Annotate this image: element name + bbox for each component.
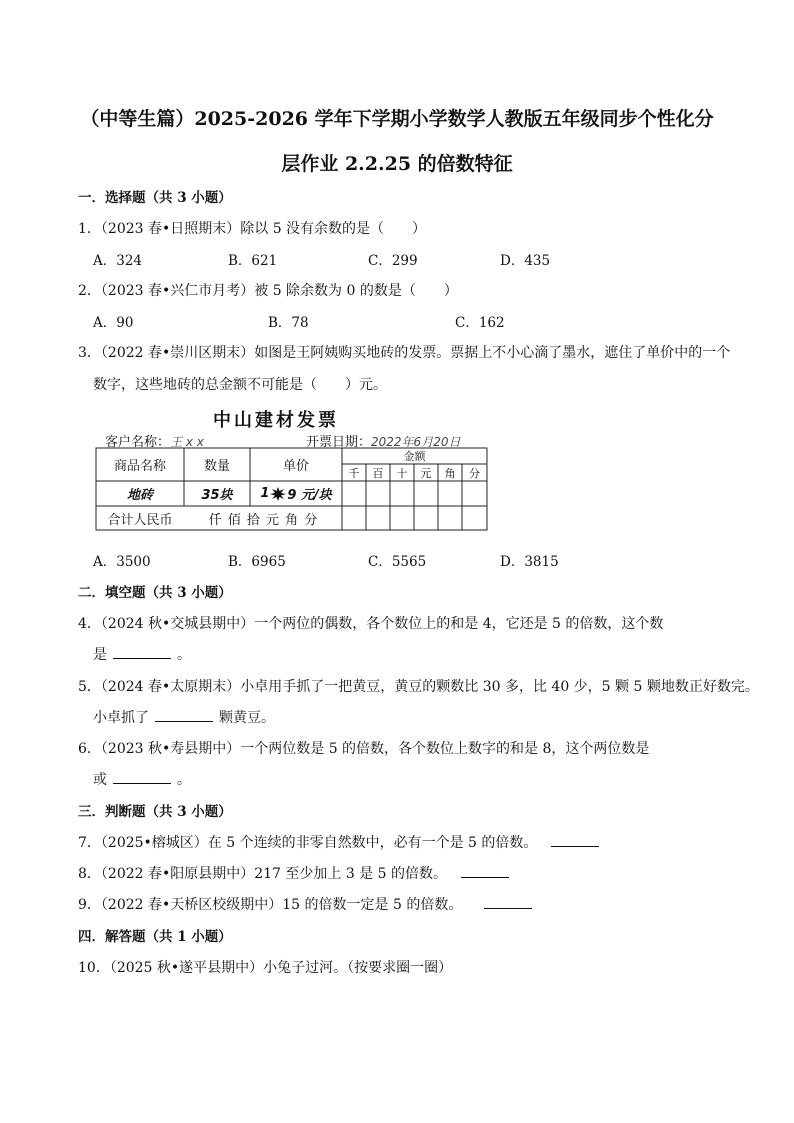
invoice-digit-jiao: 角 xyxy=(444,466,456,480)
invoice-digit-thousand: 千 xyxy=(348,466,360,480)
invoice-header-price: 单价 xyxy=(282,459,309,474)
invoice-header-qty: 数量 xyxy=(203,459,230,474)
invoice-digit-yuan: 元 xyxy=(420,466,432,480)
q1-option-c: C．299 xyxy=(368,253,418,269)
q7-answer-blank[interactable] xyxy=(551,832,599,847)
invoice-title: 中山建材发票 xyxy=(213,410,339,431)
invoice-customer-value: 王 x x xyxy=(170,435,204,449)
question-3-line1: 3．（2022 春•崇川区期末）如图是王阿姨购买地砖的发票。票据上不小心滴了墨水，遮住了单价中的一个 xyxy=(78,345,731,361)
section-true-false: 三．判断题（共 3 小题） xyxy=(78,804,232,820)
invoice-header-name: 商品名称 xyxy=(113,459,166,474)
q4-suffix: 。 xyxy=(177,647,191,663)
q2-option-c: C．162 xyxy=(455,315,505,331)
question-7 xyxy=(78,832,605,852)
q3-option-d: D．3815 xyxy=(500,554,559,570)
ink-blot-icon xyxy=(270,487,286,501)
q6-suffix: 。 xyxy=(177,772,191,788)
doc-title-line1: （中等生篇）2025-2026 学年下学期小学数学人教版五年级同步个性化分 xyxy=(80,108,714,130)
section-choice: 一．选择题（共 3 小题） xyxy=(78,190,232,206)
invoice-price-prefix: 1 xyxy=(260,486,270,501)
question-8 xyxy=(78,863,515,883)
q6-answer-blank[interactable] xyxy=(113,769,171,784)
section-solve: 四．解答题（共 1 小题） xyxy=(78,929,232,945)
q1-option-a: A．324 xyxy=(93,253,143,269)
q6-prefix: 或 xyxy=(93,772,107,788)
q9-answer-blank[interactable] xyxy=(484,894,532,909)
q5-answer-blank[interactable] xyxy=(155,707,213,722)
q7-text: 7．（2025•榕城区）在 5 个连续的非零自然数中，必有一个是 5 的倍数。 xyxy=(78,835,538,851)
question-4-line1: 4．（2024 秋•交城县期中）一个两位的偶数，各个数位上的和是 4，它还是 5 的倍数，这个数 xyxy=(78,616,664,632)
q5-suffix: 颗黄豆。 xyxy=(219,710,275,726)
invoice-item-name: 地砖 xyxy=(126,488,153,503)
question-5-line1: 5．（2024 春•太原期末）小卓用手抓了一把黄豆，黄豆的颗数比 30 多，比 40 少，5 颗 5 颗地数正好数完。 xyxy=(78,679,759,695)
q8-answer-blank[interactable] xyxy=(461,863,509,878)
q2-option-a: A．90 xyxy=(93,315,134,331)
question-1: 1．（2023 春•日照期末）除以 5 没有余数的是（ ） xyxy=(78,221,427,237)
invoice-date-value: 2022年6月20日 xyxy=(371,435,461,449)
question-2: 2．（2023 春•兴仁市月考）被 5 除余数为 0 的数是（ ） xyxy=(78,283,458,299)
section-fill-blank: 二．填空题（共 3 小题） xyxy=(78,585,232,601)
invoice-item-qty: 35块 xyxy=(201,488,233,503)
invoice-digit-hundred: 百 xyxy=(372,466,384,480)
question-6-line2 xyxy=(93,769,191,789)
q3-option-a: A．3500 xyxy=(93,554,151,570)
invoice-price-suffix: 9 元/块 xyxy=(287,488,332,503)
q5-prefix: 小卓抓了 xyxy=(93,710,149,726)
invoice-customer-label: 客户名称： xyxy=(105,435,171,450)
q3-option-b: B．6965 xyxy=(228,554,286,570)
question-9 xyxy=(78,894,538,914)
invoice-total-units: 仟 佰 拾 元 角 分 xyxy=(208,512,318,528)
q8-text: 8．（2022 春•阳原县期中）217 至少加上 3 是 5 的倍数。 xyxy=(78,866,448,882)
invoice-header-amount: 金额 xyxy=(403,450,426,463)
q9-text: 9．（2022 春•天桥区校级期中）15 的倍数一定是 5 的倍数。 xyxy=(78,897,463,913)
question-10: 10．（2025 秋•遂平县期中）小兔子过河。（按要求圈一圈） xyxy=(78,960,453,976)
q3-option-c: C．5565 xyxy=(368,554,427,570)
q1-option-b: B．621 xyxy=(228,253,278,269)
q1-option-d: D．435 xyxy=(500,253,551,269)
q4-answer-blank[interactable] xyxy=(113,644,171,659)
invoice-digit-ten: 十 xyxy=(396,466,408,480)
question-3-line2: 数字，这些地砖的总金额不可能是（ ）元。 xyxy=(93,377,387,393)
question-5-line2 xyxy=(93,707,275,727)
question-4-line2 xyxy=(93,644,191,664)
invoice-total-label: 合计人民币 xyxy=(107,512,173,528)
invoice-date-label: 开票日期： xyxy=(306,435,372,450)
invoice-digit-fen: 分 xyxy=(469,466,480,480)
q2-option-b: B．78 xyxy=(268,315,309,331)
question-6-line1: 6．（2023 秋•寿县期中）一个两位数是 5 的倍数，各个数位上数字的和是 8，这个两位数是 xyxy=(78,741,650,757)
doc-title-line2: 层作业 2.2.25 的倍数特征 xyxy=(281,153,513,175)
q4-prefix: 是 xyxy=(93,647,107,663)
invoice-item-price xyxy=(250,481,342,506)
